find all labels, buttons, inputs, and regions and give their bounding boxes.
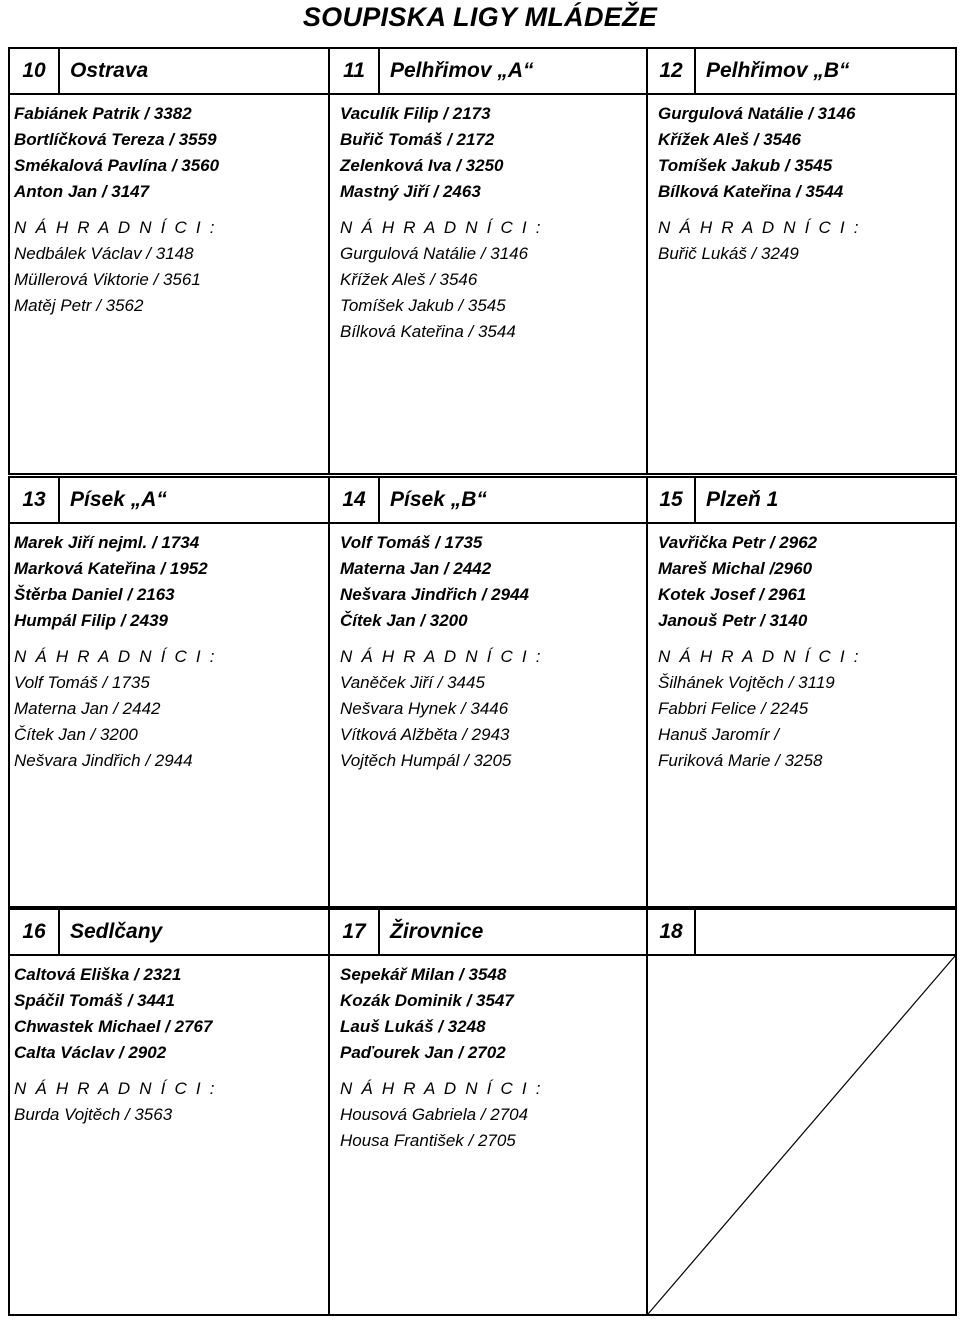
player-entry: Vaculík Filip / 2173 bbox=[340, 104, 491, 123]
player-list bbox=[14, 95, 330, 205]
roster-content bbox=[10, 95, 330, 319]
substitutes-heading: N Á H R A D N Í C I : bbox=[14, 1079, 217, 1098]
player-entry: Materna Jan / 2442 bbox=[340, 559, 492, 578]
roster-content bbox=[330, 95, 648, 345]
player-entry: Volf Tomáš / 1735 bbox=[340, 533, 483, 552]
player-list bbox=[14, 956, 330, 1066]
substitute-entry: Hanuš Jaromír / bbox=[658, 725, 779, 744]
team-body-row bbox=[8, 95, 957, 475]
substitute-entry: Fabbri Felice / 2245 bbox=[658, 699, 809, 718]
player-list bbox=[340, 524, 648, 634]
team-name: Písek „A“ bbox=[70, 488, 167, 511]
player-entry: Bortlíčková Tereza / 3559 bbox=[14, 130, 217, 149]
team-block bbox=[8, 908, 958, 1316]
team-body-row bbox=[8, 524, 957, 908]
player-entry: Humpál Filip / 2439 bbox=[14, 611, 168, 630]
substitute-entry: Gurgulová Natálie / 3146 bbox=[340, 244, 529, 263]
player-entry: Marek Jiří nejml. / 1734 bbox=[14, 533, 200, 552]
player-entry: Janouš Petr / 3140 bbox=[658, 611, 808, 630]
team-roster-column bbox=[328, 524, 648, 906]
team-roster-column bbox=[328, 956, 648, 1314]
player-list bbox=[658, 95, 957, 205]
team-header-row bbox=[8, 908, 957, 956]
team-number: 15 bbox=[659, 488, 683, 511]
substitute-entry: Matěj Petr / 3562 bbox=[14, 296, 144, 315]
roster-content bbox=[10, 956, 330, 1128]
team-number: 17 bbox=[342, 920, 366, 943]
substitute-entry: Buřič Lukáš / 3249 bbox=[658, 244, 799, 263]
team-name: Ostrava bbox=[70, 59, 149, 82]
substitutes-heading: N Á H R A D N Í C I : bbox=[14, 218, 217, 237]
substitute-list bbox=[340, 1102, 648, 1154]
team-number: 11 bbox=[343, 59, 365, 82]
substitute-entry: Vojtěch Humpál / 3205 bbox=[340, 751, 512, 770]
player-entry: Marková Kateřina / 1952 bbox=[14, 559, 208, 578]
team-name: Žirovnice bbox=[390, 920, 484, 943]
roster-content bbox=[648, 524, 957, 774]
player-entry: Lauš Lukáš / 3248 bbox=[340, 1017, 486, 1036]
team-header-row bbox=[8, 47, 957, 95]
substitute-entry: Vítková Alžběta / 2943 bbox=[340, 725, 510, 744]
player-entry: Paďourek Jan / 2702 bbox=[340, 1043, 506, 1062]
substitutes-heading: N Á H R A D N Í C I : bbox=[14, 647, 217, 666]
player-entry: Chwastek Michael / 2767 bbox=[14, 1017, 213, 1036]
team-number: 12 bbox=[659, 59, 683, 82]
team-header-row bbox=[8, 476, 957, 524]
player-entry: Tomíšek Jakub / 3545 bbox=[658, 156, 833, 175]
substitutes-heading: N Á H R A D N Í C I : bbox=[658, 647, 861, 666]
substitute-entry: Nedbálek Václav / 3148 bbox=[14, 244, 194, 263]
player-entry: Kozák Dominik / 3547 bbox=[340, 991, 514, 1010]
player-entry: Kotek Josef / 2961 bbox=[658, 585, 807, 604]
substitute-entry: Müllerová Viktorie / 3561 bbox=[14, 270, 201, 289]
substitute-entry: Nešvara Hynek / 3446 bbox=[340, 699, 509, 718]
player-list bbox=[340, 956, 648, 1066]
player-entry: Smékalová Pavlína / 3560 bbox=[14, 156, 220, 175]
team-roster-column bbox=[646, 95, 957, 473]
player-entry: Čítek Jan / 3200 bbox=[340, 611, 468, 630]
player-entry: Vavřička Petr / 2962 bbox=[658, 533, 818, 552]
roster-content bbox=[330, 524, 648, 774]
team-body-row bbox=[8, 956, 957, 1316]
team-number: 10 bbox=[22, 59, 46, 82]
substitute-entry: Vaněček Jiří / 3445 bbox=[340, 673, 485, 692]
player-list bbox=[658, 524, 957, 634]
substitutes-heading: N Á H R A D N Í C I : bbox=[340, 1079, 543, 1098]
player-entry: Buřič Tomáš / 2172 bbox=[340, 130, 495, 149]
substitute-entry: Housa František / 2705 bbox=[340, 1131, 516, 1150]
substitute-entry: Furiková Marie / 3258 bbox=[658, 751, 823, 770]
player-entry: Mastný Jiří / 2463 bbox=[340, 182, 481, 201]
player-entry: Štěrba Daniel / 2163 bbox=[14, 585, 175, 604]
player-entry: Mareš Michal /2960 bbox=[658, 559, 813, 578]
substitutes-heading: N Á H R A D N Í C I : bbox=[340, 647, 543, 666]
team-name: Plzeň 1 bbox=[706, 488, 779, 511]
team-name bbox=[696, 910, 959, 954]
team-block bbox=[8, 47, 958, 475]
team-roster-column bbox=[10, 956, 330, 1314]
team-name: Písek „B“ bbox=[390, 488, 487, 511]
player-entry: Sepekář Milan / 3548 bbox=[340, 965, 507, 984]
substitute-list bbox=[658, 670, 957, 774]
substitutes-heading: N Á H R A D N Í C I : bbox=[340, 218, 543, 237]
team-roster-column bbox=[10, 524, 330, 906]
substitute-entry: Bílková Kateřina / 3544 bbox=[340, 322, 516, 341]
team-number: 13 bbox=[22, 488, 46, 511]
empty-slot-diagonal bbox=[648, 956, 955, 1314]
player-list bbox=[14, 524, 330, 634]
substitute-entry: Burda Vojtěch / 3563 bbox=[14, 1105, 173, 1124]
team-block bbox=[8, 476, 958, 908]
substitute-entry: Housová Gabriela / 2704 bbox=[340, 1105, 529, 1124]
substitutes-heading: N Á H R A D N Í C I : bbox=[658, 218, 861, 237]
substitute-list bbox=[14, 1102, 330, 1128]
diagonal-line bbox=[648, 956, 955, 1314]
substitute-entry: Volf Tomáš / 1735 bbox=[14, 673, 150, 692]
substitute-list bbox=[14, 241, 330, 319]
roster-content bbox=[648, 95, 957, 267]
player-entry: Spáčil Tomáš / 3441 bbox=[14, 991, 175, 1010]
player-entry: Calta Václav / 2902 bbox=[14, 1043, 167, 1062]
player-entry: Křížek Aleš / 3546 bbox=[658, 130, 802, 149]
roster-content bbox=[10, 524, 330, 774]
team-number: 16 bbox=[22, 920, 46, 943]
substitute-list bbox=[340, 670, 648, 774]
player-entry: Bílková Kateřina / 3544 bbox=[658, 182, 844, 201]
team-roster-column bbox=[646, 524, 957, 906]
team-number: 14 bbox=[342, 488, 366, 511]
substitute-entry: Šilhánek Vojtěch / 3119 bbox=[658, 673, 835, 692]
substitute-entry: Nešvara Jindřich / 2944 bbox=[14, 751, 193, 770]
team-name: Pelhřimov „B“ bbox=[706, 59, 850, 82]
team-number: 18 bbox=[659, 920, 683, 943]
page-title: SOUPISKA LIGY MLÁDEŽE bbox=[302, 2, 658, 32]
substitute-entry: Křížek Aleš / 3546 bbox=[340, 270, 478, 289]
team-roster-column bbox=[646, 956, 957, 1314]
player-entry: Anton Jan / 3147 bbox=[14, 182, 150, 201]
substitute-entry: Čítek Jan / 3200 bbox=[14, 725, 138, 744]
roster-content bbox=[330, 956, 648, 1154]
player-entry: Nešvara Jindřich / 2944 bbox=[340, 585, 530, 604]
substitute-entry: Tomíšek Jakub / 3545 bbox=[340, 296, 506, 315]
player-entry: Zelenková Iva / 3250 bbox=[340, 156, 504, 175]
substitute-list bbox=[14, 670, 330, 774]
substitute-entry: Materna Jan / 2442 bbox=[14, 699, 161, 718]
player-list bbox=[340, 95, 648, 205]
team-roster-column bbox=[10, 95, 330, 473]
substitute-list bbox=[658, 241, 957, 267]
team-name: Sedlčany bbox=[70, 920, 163, 943]
player-entry: Gurgulová Natálie / 3146 bbox=[658, 104, 856, 123]
player-entry: Fabiánek Patrik / 3382 bbox=[14, 104, 192, 123]
player-entry: Caltová Eliška / 2321 bbox=[14, 965, 182, 984]
team-roster-column bbox=[328, 95, 648, 473]
substitute-list bbox=[340, 241, 648, 345]
team-name: Pelhřimov „A“ bbox=[390, 59, 534, 82]
